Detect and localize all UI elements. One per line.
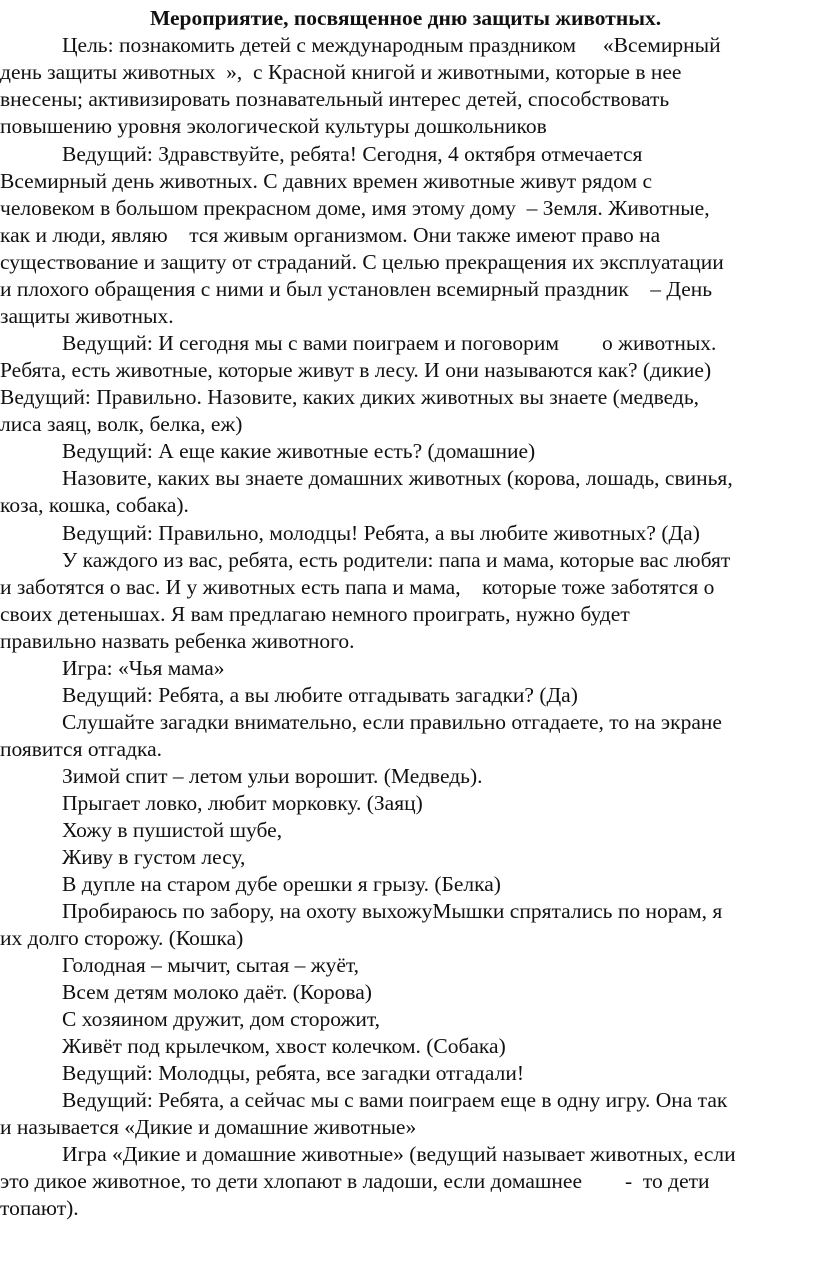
text-line-game: Игра «Дикие и домашние животные» (ведущий называет животных, если [62, 1142, 736, 1166]
text-line: Ведущий: Правильно. Назовите, каких диких животных вы знаете (медведь, [0, 385, 700, 409]
text-line-riddle: Пробираюсь по забору, на охоту выхожуМышки спрятались по норам, я [62, 899, 723, 923]
text-line-riddle: Голодная – мычит, сытая – жуёт, [62, 953, 360, 977]
text-line: коза, кошка, собака). [0, 493, 189, 517]
text-line-riddle: их долго сторожу. (Кошка) [0, 926, 244, 950]
text-line: и заботятся о вас. И у животных есть папа и мама, которые тоже заботятся о [0, 575, 715, 599]
text-line: защиты животных. [0, 304, 174, 328]
text-line: как и люди, являю тся живым организмом. Они также имеют право на [0, 223, 661, 247]
text-line: топают). [0, 1196, 79, 1220]
text-line-riddle: С хозяином дружит, дом сторожит, [62, 1007, 381, 1031]
text-line: и плохого обращения с ними и был установлен всемирный праздник – День [0, 277, 713, 301]
text-line: повышению уровня экологической культуры дошкольников [0, 114, 547, 138]
text-line-host: Ведущий: Ребята, а сейчас мы с вами поиграем еще в одну игру. Она так [62, 1088, 728, 1112]
text-line: Ребята, есть животные, которые живут в лесу. И они называются как? (дикие) [0, 358, 712, 382]
text-line: внесены; активизировать познавательный интерес детей, способствовать [0, 87, 670, 111]
text-line-host: Ведущий: И сегодня мы с вами поиграем и поговорим о животных. [62, 331, 717, 355]
text-line-riddle: Живу в густом лесу, [62, 845, 246, 869]
text-line: Слушайте загадки внимательно, если правильно отгадаете, то на экране [62, 710, 722, 734]
text-line-host: Ведущий: Ребята, а вы любите отгадывать загадки? (Да) [62, 683, 578, 707]
text-line: правильно назвать ребенка животного. [0, 629, 355, 653]
text-line: Назовите, каких вы знаете домашних животных (корова, лошадь, свинья, [62, 466, 733, 490]
text-line-host: Ведущий: Молодцы, ребята, все загадки отгадали! [62, 1061, 524, 1085]
text-line-riddle: Прыгает ловко, любит морковку. (Заяц) [62, 791, 423, 815]
text-line-host: Ведущий: А еще какие животные есть? (домашние) [62, 439, 536, 463]
text-line-riddle: В дупле на старом дубе орешки я грызу. (Белка) [62, 872, 501, 896]
text-line: Всемирный день животных. С давних времен животные живут рядом с [0, 169, 653, 193]
text-line: У каждого из вас, ребята, есть родители: папа и мама, которые вас любят [62, 548, 731, 572]
text-line: день защиты животных », с Красной книгой и животными, которые в нее [0, 60, 682, 84]
text-line-host: Ведущий: Правильно, молодцы! Ребята, а вы любите животных? (Да) [62, 521, 700, 545]
text-line-riddle: Живёт под крылечком, хвост колечком. (Собака) [62, 1034, 506, 1058]
document-title: Мероприятие, посвященное дню защиты животных. [150, 6, 662, 30]
text-line-riddle: Всем детям молоко даёт. (Корова) [62, 980, 372, 1004]
text-line-riddle: Хожу в пушистой шубе, [62, 818, 283, 842]
text-line: это дикое животное, то дети хлопают в ладоши, если домашнее - то дети [0, 1169, 710, 1193]
text-line: появится отгадка. [0, 737, 163, 761]
text-line-goal-start: Цель: познакомить детей с международным праздником «Всемирный [62, 33, 721, 57]
text-line: человеком в большом прекрасном доме, имя этому дому – Земля. Животные, [0, 196, 710, 220]
text-line-game: Игра: «Чья мама» [62, 656, 225, 680]
text-line: лиса заяц, волк, белка, еж) [0, 412, 243, 436]
text-line-riddle: Зимой спит – летом ульи ворошит. (Медведь). [62, 764, 483, 788]
text-line-host-greeting: Ведущий: Здравствуйте, ребята! Сегодня, 4 октября отмечается [62, 142, 643, 166]
text-line: и называется «Дикие и домашние животные» [0, 1115, 417, 1139]
text-line: существование и защиту от страданий. С целью прекращения их эксплуатации [0, 250, 724, 274]
text-line: своих детенышах. Я вам предлагаю немного проиграть, нужно будет [0, 602, 630, 626]
